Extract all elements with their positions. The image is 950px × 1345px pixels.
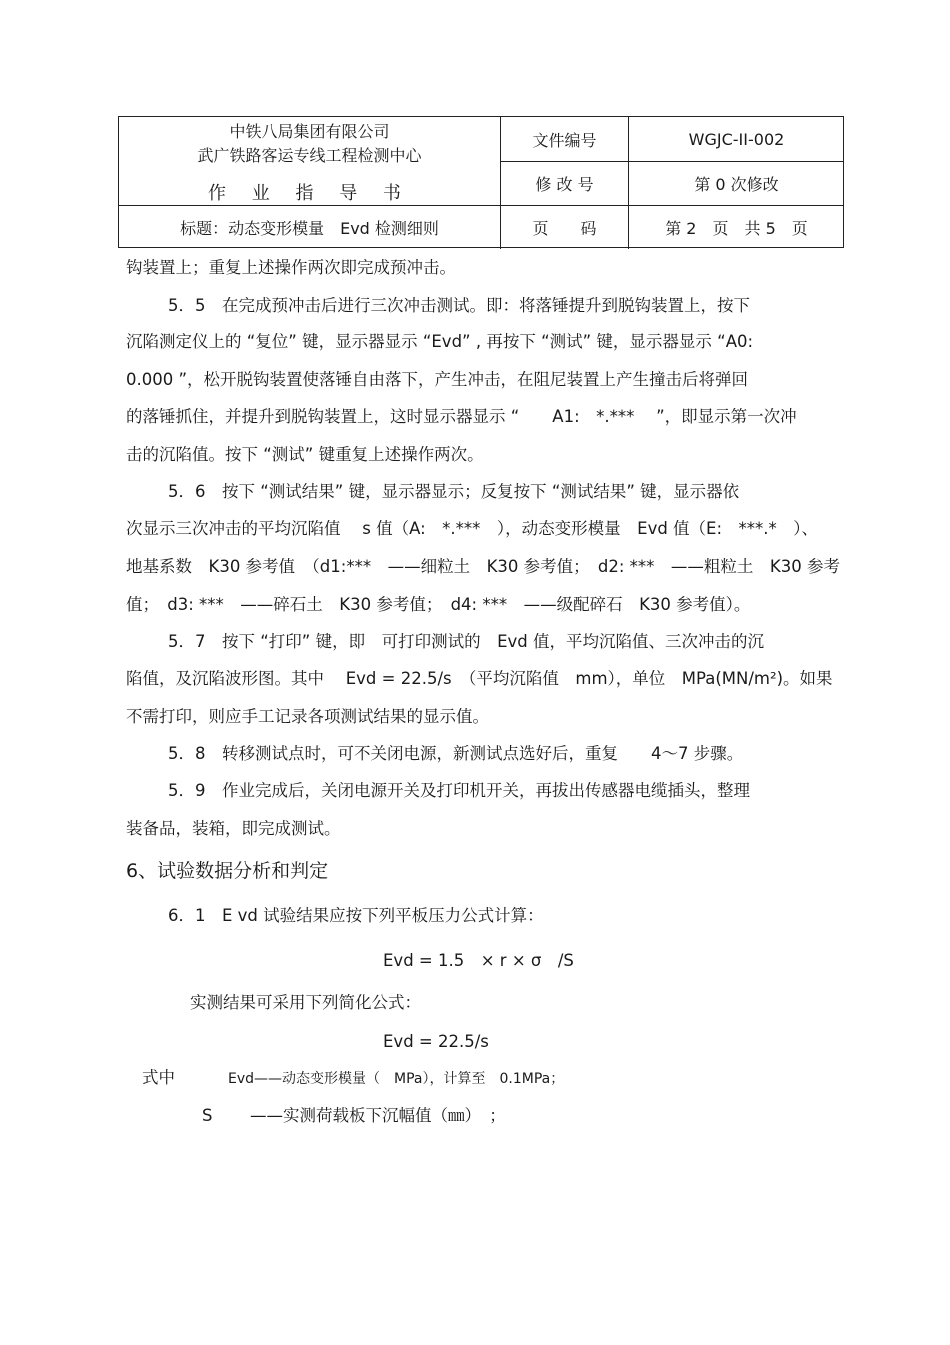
paragraph-line: 的落锤抓住，并提升到脱钩装置上，这时显示器显示 “ A1: *.*** ”，即显示第一次冲: [126, 407, 797, 426]
paragraph-line: 钩装置上；重复上述操作两次即完成预冲击。: [126, 258, 456, 277]
file-number-label: 文件编号: [532, 130, 597, 150]
revision-number: 第 0 次修改: [694, 175, 779, 194]
definition-term: 式中: [142, 1068, 175, 1087]
definition-term: S: [202, 1106, 213, 1125]
org-department: 武广铁路客运专线工程检测中心: [197, 146, 422, 165]
paragraph-line: 值； d3: *** ——碎石土 K30 参考值； d4: *** ——级配碎石 K30 参考值）。: [126, 595, 751, 614]
page-label: 页 码: [532, 218, 597, 238]
organization-block: [119, 117, 500, 205]
paragraph-line: 5．7 按下 “打印” 键，即 可打印测试的 Evd 值，平均沉陷值、三次冲击的沉: [168, 632, 764, 651]
document-title: 标题：动态变形模量 Evd 检测细则: [180, 218, 439, 238]
document-type: 作 业 指 导 书: [208, 183, 411, 204]
header-table: [118, 116, 844, 248]
paragraph-line: 次显示三次冲击的平均沉陷值 s 值（A: *.*** ），动态变形模量 Evd 值（E: ***.* ）、: [126, 519, 819, 538]
formula: Evd = 22.5/s: [383, 1032, 489, 1051]
section-heading: 6、试验数据分析和判定: [126, 860, 329, 882]
paragraph-line: 击的沉陷值。按下 “测试” 键重复上述操作两次。: [126, 445, 484, 464]
org-name: 中铁八局集团有限公司: [229, 122, 390, 141]
paragraph-line: 实测结果可采用下列简化公式：: [190, 993, 421, 1012]
paragraph-line: 不需打印，则应手工记录各项测试结果的显示值。: [126, 707, 489, 726]
definition-text: Evd——动态变形模量（ MPa），计算至 0.1MPa；: [228, 1071, 565, 1087]
page-number: 第 2 页 共 5 页: [665, 218, 808, 238]
file-number: WGJC-II-002: [688, 129, 785, 149]
revision-label: 修 改 号: [535, 175, 594, 194]
definition-text: ——实测荷载板下沉幅值（㎜） ；: [250, 1106, 506, 1125]
paragraph-line: 陷值，及沉陷波形图。其中 Evd = 22.5/s （平均沉陷值 mm），单位 MPa(MN/m²)。如果: [126, 669, 833, 688]
paragraph-line: 地基系数 K30 参考值 （d1:*** ——细粒土 K30 参考值； d2: *** ——粗粒土 K30 参考: [126, 557, 840, 576]
paragraph-line: 沉陷测定仪上的 “复位” 键，显示器显示 “Evd” , 再按下 “测试” 键，显示器显示 “A0:: [126, 332, 754, 351]
paragraph-line: 0.000 ”，松开脱钩装置使落锤自由落下，产生冲击，在阻尼装置上产生撞击后将弹回: [126, 370, 749, 389]
paragraph-line: 装备品，装箱，即完成测试。: [126, 819, 341, 838]
paragraph-line: 5．8 转移测试点时，可不关闭电源，新测试点选好后，重复 4～7 步骤。: [168, 744, 744, 763]
paragraph-line: 5．9 作业完成后，关闭电源开关及打印机开关，再拔出传感器电缆插头，整理: [168, 781, 750, 800]
paragraph-line: 5．5 在完成预冲击后进行三次冲击测试。即：将落锤提升到脱钩装置上，按下: [168, 296, 750, 315]
paragraph-line: 5．6 按下 “测试结果” 键，显示器显示；反复按下 “测试结果” 键，显示器依: [168, 482, 740, 501]
paragraph-line: 6．1 E vd 试验结果应按下列平板压力公式计算：: [168, 906, 544, 925]
formula: Evd = 1.5 × r × σ /S: [383, 951, 574, 970]
